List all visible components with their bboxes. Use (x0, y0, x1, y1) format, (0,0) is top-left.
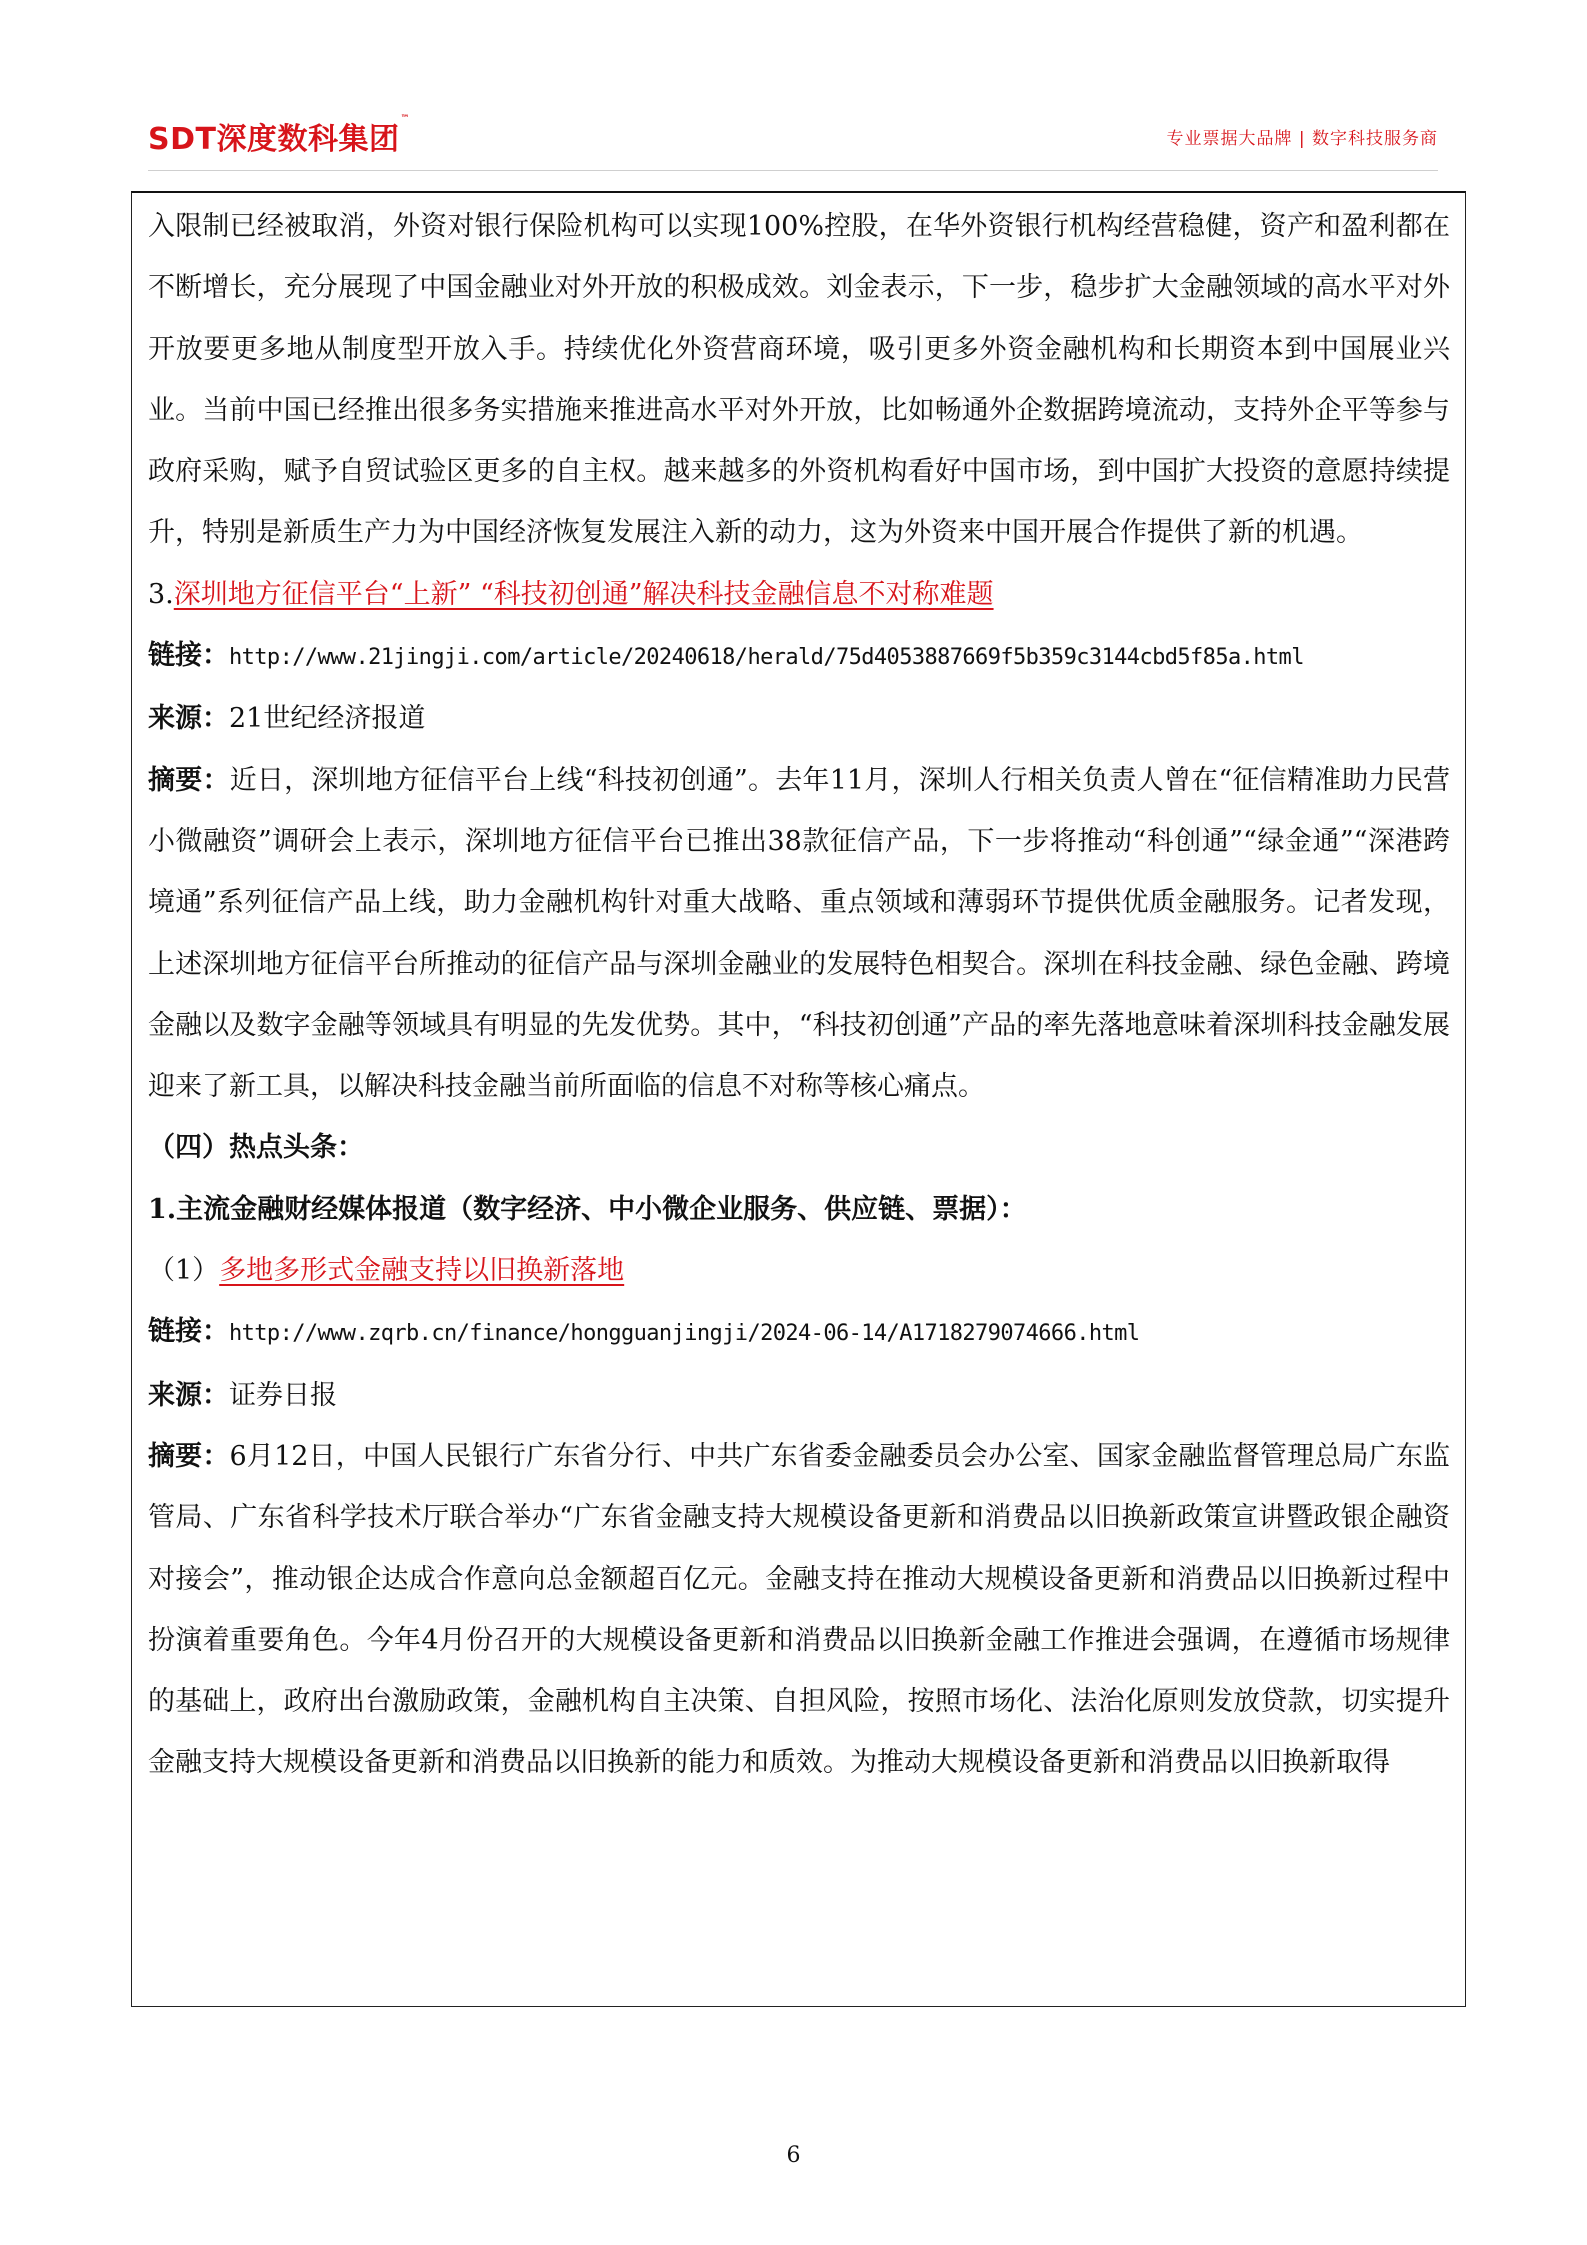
news-item-3-summary (148, 750, 1450, 1118)
logo-text: SDT深度数科集团 (148, 122, 400, 157)
news-item-1-summary (148, 1426, 1450, 1794)
news-item-1-source: 证券日报 (229, 1379, 337, 1411)
news-item-1-link-row (148, 1301, 1450, 1364)
news-item-3-title (148, 564, 1450, 625)
trademark-mark: ™ (400, 114, 410, 124)
news-item-3-url[interactable]: http://www.21jingji.com/article/20240618/herald/75d4053887669f5b359c3144cbd5f85a.html (229, 645, 1304, 671)
document-body (148, 196, 1450, 1794)
news-item-1-title-link[interactable]: 多地多形式金融支持以旧换新落地 (219, 1255, 625, 1287)
news-item-1-source-row (148, 1365, 1450, 1426)
company-logo (148, 114, 410, 158)
item-number: （1） (148, 1255, 220, 1287)
section-4-subheading: 1.主流金融财经媒体报道（数字经济、中小微企业服务、供应链、票据）： (148, 1193, 1027, 1225)
news-item-1-url[interactable]: http://www.zqrb.cn/finance/hongguanjingji/2024-06-14/A1718279074666.html (229, 1321, 1140, 1347)
news-item-1-summary-text: 6月12日，中国人民银行广东省分行、中共广东省委金融委员会办公室、国家金融监督管理总局广东监管局、广东省科学技术厅联合举办“广东省金融支持大规模设备更新和消费品以旧换新政策宣讲暨政银企融资对接会”，推动银企达成合作意向总金额超百亿元。金融支持在推动大规模设备更新和消费品以旧换新过程中扮演着重要角色。今年4月份召开的大规模设备更新和消费品以旧换新金融工作推进会强调，在遵循市场规律的基础上，政府出台激励政策，金融机构自主决策、自担风险，按照市场化、法治化原则发放贷款，切实提升金融支持大规模设备更新和消费品以旧换新的能力和质效。为推动大规模设备更新和消费品以旧换新取得 (148, 1440, 1450, 1779)
source-label: 来源： (148, 1379, 229, 1411)
news-item-3-link-row (148, 625, 1450, 688)
paragraph-continuation: 入限制已经被取消，外资对银行保险机构可以实现100%控股，在华外资银行机构经营稳健，资产和盈利都在不断增长，充分展现了中国金融业对外开放的积极成效。刘金表示，下一步，稳步扩大金融领域的高水平对外开放要更多地从制度型开放入手。持续优化外资营商环境，吸引更多外资金融机构和长期资本到中国展业兴业。当前中国已经推出很多务实措施来推进高水平对外开放，比如畅通外企数据跨境流动，支持外企平等参与政府采购，赋予自贸试验区更多的自主权。越来越多的外资机构看好中国市场，到中国扩大投资的意愿持续提升，特别是新质生产力为中国经济恢复发展注入新的动力，这为外资来中国开展合作提供了新的机遇。 (148, 211, 1450, 549)
news-item-3-source: 21世纪经济报道 (229, 703, 426, 735)
link-label: 链接： (148, 640, 229, 672)
header-divider (148, 170, 1438, 171)
page-number: 6 (786, 2143, 801, 2168)
link-label: 链接： (148, 1316, 229, 1348)
source-label: 来源： (148, 703, 229, 735)
section-4-heading: （四）热点头条： (148, 1132, 364, 1164)
page-header (148, 110, 1438, 160)
summary-label: 摘要： (148, 764, 230, 796)
summary-label: 摘要： (148, 1440, 230, 1472)
news-item-3-title-link[interactable]: 深圳地方征信平台“上新” “科技初创通”解决科技金融信息不对称难题 (173, 578, 994, 610)
item-number: 3. (148, 578, 174, 610)
news-item-1-title (148, 1240, 1450, 1301)
news-item-3-summary-text: 近日，深圳地方征信平台上线“科技初创通”。去年11月，深圳人行相关负责人曾在“征信精准助力民营小微融资”调研会上表示，深圳地方征信平台已推出38款征信产品，下一步将推动“科创通”“绿金通”“深港跨境通”系列征信产品上线，助力金融机构针对重大战略、重点领域和薄弱环节提供优质金融服务。记者发现，上述深圳地方征信平台所推动的征信产品与深圳金融业的发展特色相契合。深圳在科技金融、绿色金融、跨境金融以及数字金融等领域具有明显的先发优势。其中，“科技初创通”产品的率先落地意味着深圳科技金融发展迎来了新工具，以解决科技金融当前所面临的信息不对称等核心痛点。 (148, 764, 1450, 1103)
header-tagline: 专业票据大品牌 | 数字科技服务商 (1166, 129, 1438, 149)
news-item-3-source-row (148, 688, 1450, 749)
